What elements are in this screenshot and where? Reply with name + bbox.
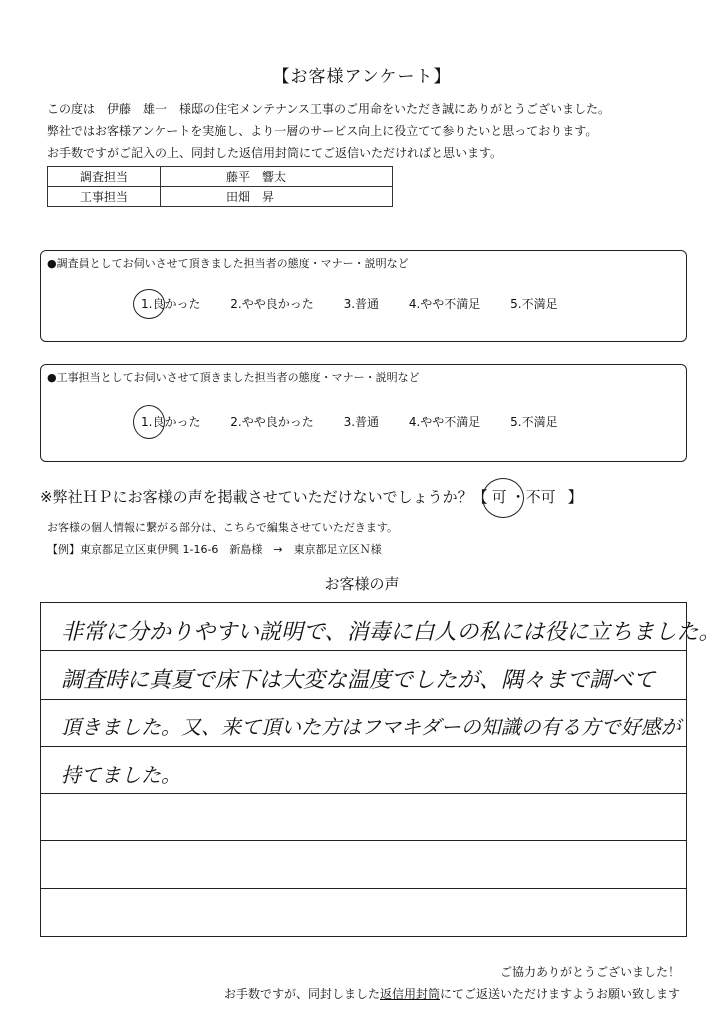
work-staff-label: 工事担当 — [48, 187, 161, 207]
q2-option-1[interactable]: 1.良かった — [141, 415, 201, 429]
consent-separator: ・ — [510, 488, 526, 506]
survey-staff-name: 藤平 響太 — [161, 167, 393, 187]
voice-section-title: お客様の声 — [324, 575, 400, 593]
consent-close-bracket: 】 — [567, 488, 583, 506]
ruled-line — [41, 840, 686, 841]
intro-line-2: 弊社ではお客様アンケートを実施し、より一層のサービス向上に役立てて参りたいと思っております。 — [47, 124, 598, 138]
intro-line-3: お手数ですがご記入の上、同封した返信用封筒にてご返信いただければと思います。 — [47, 146, 503, 160]
staff-table — [47, 166, 393, 207]
consent-yes[interactable] — [488, 486, 511, 507]
q1-option-4[interactable]: 4.やや不満足 — [408, 297, 481, 311]
intro-line-1: この度は 伊藤 雄一 様邸の住宅メンテナンス工事のご用命をいただき誠にありがとうございました。 — [47, 102, 611, 116]
question-1-options — [141, 295, 584, 312]
q1-option-5[interactable]: 5.不満足 — [510, 297, 558, 311]
question-1-text: ●調査員としてお伺いさせて頂きました担当者の態度・マナー・説明など — [47, 257, 409, 270]
ruled-line — [41, 650, 686, 651]
voice-line-3: 頂きました。又、来て頂いた方はフマキダーの知識の有る方で好感が — [61, 715, 681, 739]
hp-consent-text: ※弊社ＨＰにお客様の声を掲載させていただけないでしょうか？【 — [40, 488, 488, 506]
question-1-box — [40, 250, 687, 342]
question-2-options — [141, 413, 584, 430]
consent-no[interactable]: 不可 — [525, 488, 556, 506]
voice-line-4: 持てました。 — [61, 763, 181, 787]
q2-selection-circle — [133, 405, 165, 439]
q2-option-5[interactable]: 5.不満足 — [510, 415, 558, 429]
thanks-text: ご協力ありがとうございました！ — [499, 965, 680, 979]
ruled-line — [41, 746, 686, 747]
customer-voice-box[interactable] — [40, 602, 721, 937]
voice-line-1: 非常に分かりやすい説明で、消毒に白人の私には役に立ちました。 — [61, 620, 721, 645]
q2-option-4[interactable]: 4.やや不満足 — [408, 415, 481, 429]
consent-yes-label: 可 — [491, 488, 507, 506]
page-title: 【お客様アンケート】 — [272, 67, 452, 87]
footer-instructions — [224, 985, 680, 1002]
hp-consent-question — [40, 486, 583, 507]
q1-selection-circle — [133, 289, 165, 319]
q2-option-2[interactable]: 2.やや良かった — [230, 415, 314, 429]
ruled-line — [41, 699, 686, 700]
privacy-example: 【例】東京都足立区東伊興 1-16-6 新島様 → 東京都足立区Ｎ様 — [47, 543, 382, 556]
question-2-text: ●工事担当としてお伺いさせて頂きました担当者の態度・マナー・説明など — [47, 371, 420, 384]
footer-text-pre: お手数ですが、同封しました — [223, 987, 380, 1001]
question-2-box — [40, 364, 687, 462]
footer-text-post: にてご返送いただけますようお願い致します — [439, 987, 680, 1001]
privacy-note: お客様の個人情報に繋がる部分は、こちらで編集させていただきます。 — [47, 521, 399, 534]
ruled-line — [41, 793, 686, 794]
voice-line-2: 調査時に真夏で床下は大変な温度でしたが、隅々まで調べて — [61, 668, 656, 693]
q1-option-1[interactable]: 1.良かった — [141, 297, 201, 311]
ruled-line — [41, 888, 686, 889]
q2-option-3[interactable]: 3.普通 — [343, 415, 380, 429]
consent-selection-circle — [482, 478, 524, 518]
q1-option-2[interactable]: 2.やや良かった — [230, 297, 314, 311]
survey-staff-label: 調査担当 — [48, 167, 161, 187]
q1-option-3[interactable]: 3.普通 — [343, 297, 380, 311]
work-staff-name: 田畑 昇 — [161, 187, 393, 207]
footer-return-envelope: 返信用封筒 — [379, 987, 440, 1001]
